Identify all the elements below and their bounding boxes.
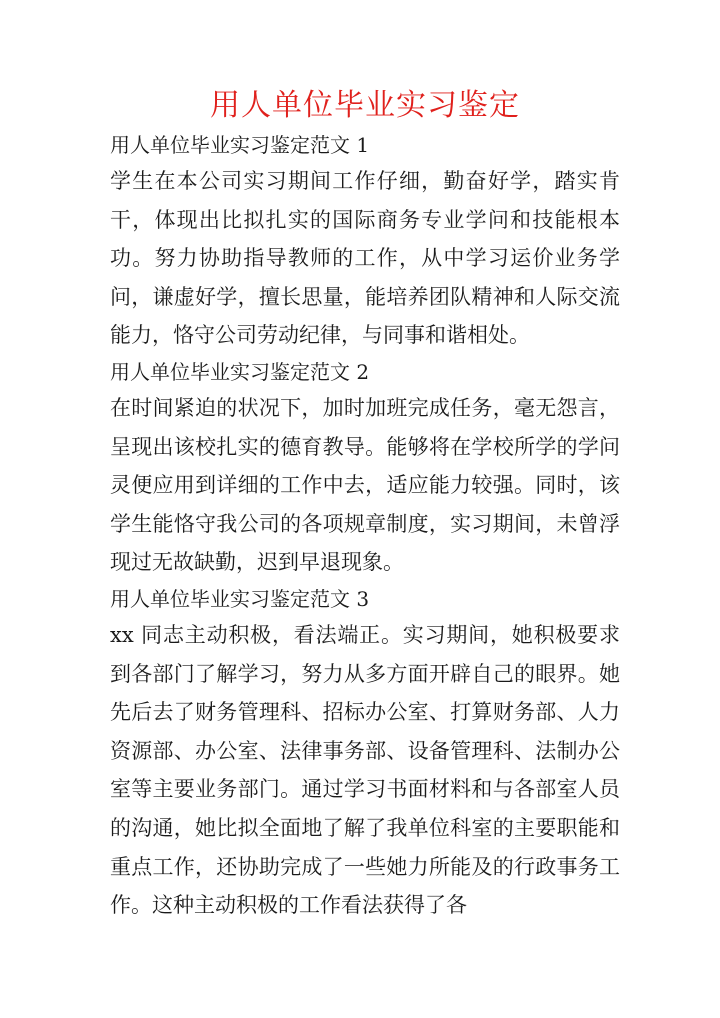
document-title: 用人单位毕业实习鉴定 <box>210 88 520 123</box>
section-body-3: xx 同志主动积极，看法端正。实习期间，她积极要求到各部门了解学习，努力从多方面开辟自己的眼界。她先后去了财务管理科、招标办公室、打算财务部、人力资源部、办公室、法律事务部、设备管理科、法制办公室等主要业务部门。通过学习书面材料和与各部室人员的沟通，她比拟全面地了解了我单位科室的主要职能和重点工作，还协助完成了一些她力所能及的行政事务工作。这种主动积极的工作看法获得了各 <box>110 622 620 918</box>
section-heading-3: 用人单位毕业实习鉴定范文 3 <box>110 586 370 611</box>
section-body-2: 在时间紧迫的状况下，加时加班完成任务，毫无怨言，呈现出该校扎实的德育教导。能够将在学校所学的学问灵便应用到详细的工作中去，适应能力较强。同时，该学生能恪守我公司的各项规章制度，实习期间，未曾浮现过无故缺勤，迟到早退现象。 <box>110 395 620 575</box>
section-heading-2: 用人单位毕业实习鉴定范文 2 <box>110 359 370 384</box>
section-heading-1: 用人单位毕业实习鉴定范文 1 <box>110 133 370 157</box>
section-body-1: 学生在本公司实习期间工作仔细，勤奋好学，踏实肯干，体现出比拟扎实的国际商务专业学问和技能根本功。努力协助指导教师的工作，从中学习运价业务学问，谦虚好学，擅长思量，能培养团队精神和人际交流能力，恪守公司劳动纪律，与同事和谐相处。 <box>110 169 620 348</box>
